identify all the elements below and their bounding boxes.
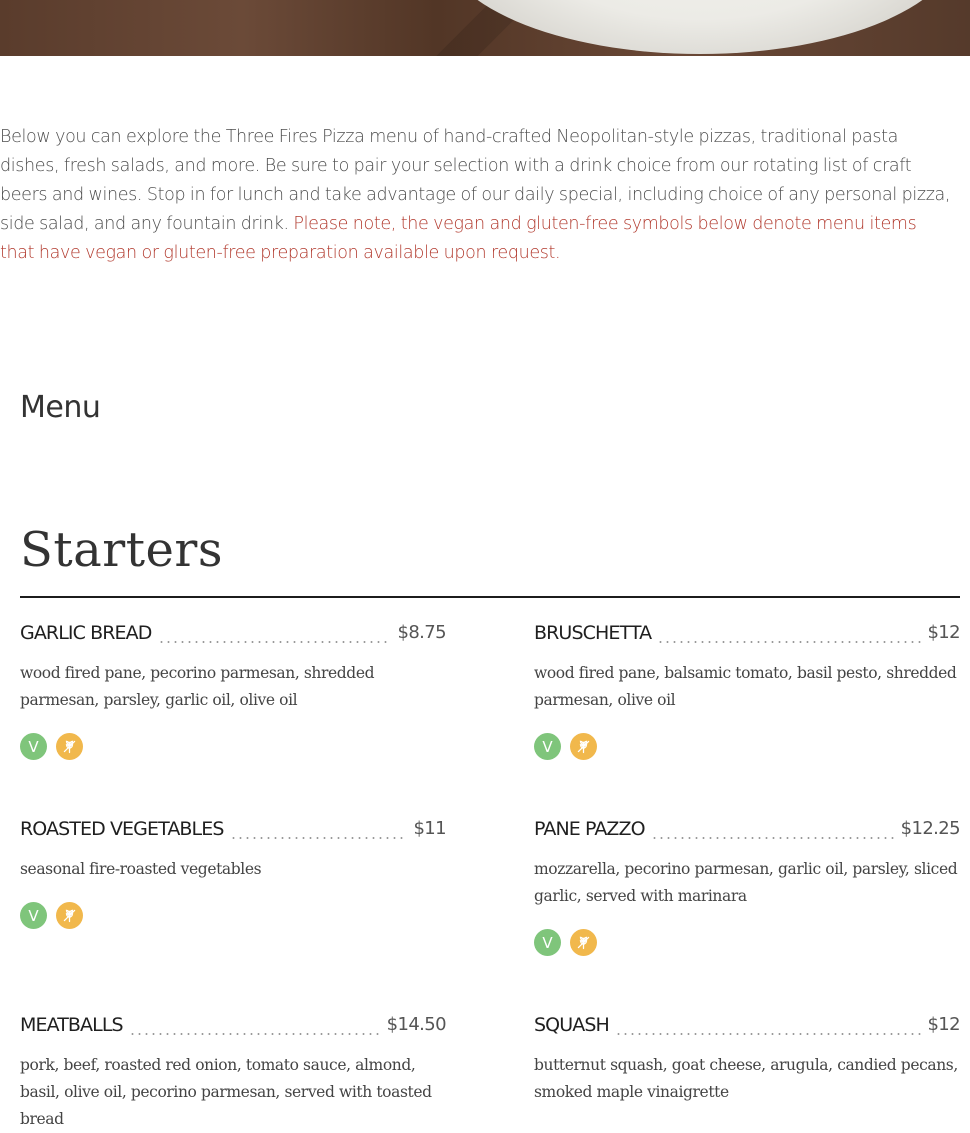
hero-image xyxy=(0,0,970,56)
gluten-free-icon xyxy=(570,733,597,760)
gluten-free-icon xyxy=(570,929,597,956)
dietary-badges xyxy=(534,929,960,956)
gluten-free-icon xyxy=(56,733,83,760)
item-description: mozzarella, pecorino parmesan, garlic oil, parsley, sliced garlic, served with marinara xyxy=(534,860,958,905)
item-description: seasonal fire-roasted vegetables xyxy=(20,860,262,878)
item-price: $12 xyxy=(927,1014,960,1035)
item-price: $14.50 xyxy=(386,1014,446,1035)
menu-item-pane-pazzo xyxy=(534,816,960,956)
item-description: wood fired pane, pecorino parmesan, shredded parmesan, parsley, garlic oil, olive oil xyxy=(20,664,375,709)
vegan-badge: V xyxy=(20,733,47,760)
dietary-badges xyxy=(534,733,960,760)
section-title-starters: Starters xyxy=(20,522,224,578)
menu-item-roasted-vegetables xyxy=(20,816,446,929)
item-name: GARLIC BREAD xyxy=(20,622,152,644)
gluten-free-icon xyxy=(56,902,83,929)
item-name: BRUSCHETTA xyxy=(534,622,652,644)
dot-leader xyxy=(230,837,408,839)
item-price: $11 xyxy=(413,818,446,839)
intro-text: Below you can explore the Three Fires Pizza menu of hand-crafted Neopolitan-style pizzas, traditional pasta dishes, fresh salads, and more. Be sure to pair your selection with a drink choice from our rotating list of craft beers and wines. Stop in for lunch and take advantage of our daily special, including choice of any personal pizza, side salad, and any fountain drink. xyxy=(0,127,951,234)
item-price: $8.75 xyxy=(397,622,446,643)
dot-leader xyxy=(657,641,921,643)
vegan-badge: V xyxy=(20,902,47,929)
item-name: MEATBALLS xyxy=(20,1014,123,1036)
dot-leader xyxy=(615,1033,922,1035)
menu-item-meatballs xyxy=(20,1012,446,1133)
item-price: $12 xyxy=(927,622,960,643)
vegan-badge: V xyxy=(534,733,561,760)
item-description: wood fired pane, balsamic tomato, basil pesto, shredded parmesan, olive oil xyxy=(534,664,957,709)
dot-leader xyxy=(651,837,895,839)
dietary-badges xyxy=(20,902,446,929)
menu-item-garlic-bread xyxy=(20,620,446,760)
item-description: butternut squash, goat cheese, arugula, candied pecans, smoked maple vinaigrette xyxy=(534,1056,958,1101)
dietary-note: Please note, the vegan and gluten-free symbols below denote menu items that have vegan or gluten-free preparation available upon request. xyxy=(0,214,917,263)
plate-image xyxy=(440,0,960,54)
menu-heading: Menu xyxy=(20,390,101,425)
item-name: ROASTED VEGETABLES xyxy=(20,818,224,840)
item-name: SQUASH xyxy=(534,1014,609,1036)
vegan-badge: V xyxy=(534,929,561,956)
dietary-badges xyxy=(20,733,446,760)
section-divider xyxy=(20,596,960,598)
intro-paragraph xyxy=(0,123,955,268)
menu-item-bruschetta xyxy=(534,620,960,760)
item-name: PANE PAZZO xyxy=(534,818,645,840)
dot-leader xyxy=(129,1033,381,1035)
item-price: $12.25 xyxy=(900,818,960,839)
dot-leader xyxy=(158,641,392,643)
item-description: pork, beef, roasted red onion, tomato sauce, almond, basil, olive oil, pecorino parmesan, served with toasted bread xyxy=(20,1056,432,1128)
menu-item-squash xyxy=(534,1012,960,1106)
